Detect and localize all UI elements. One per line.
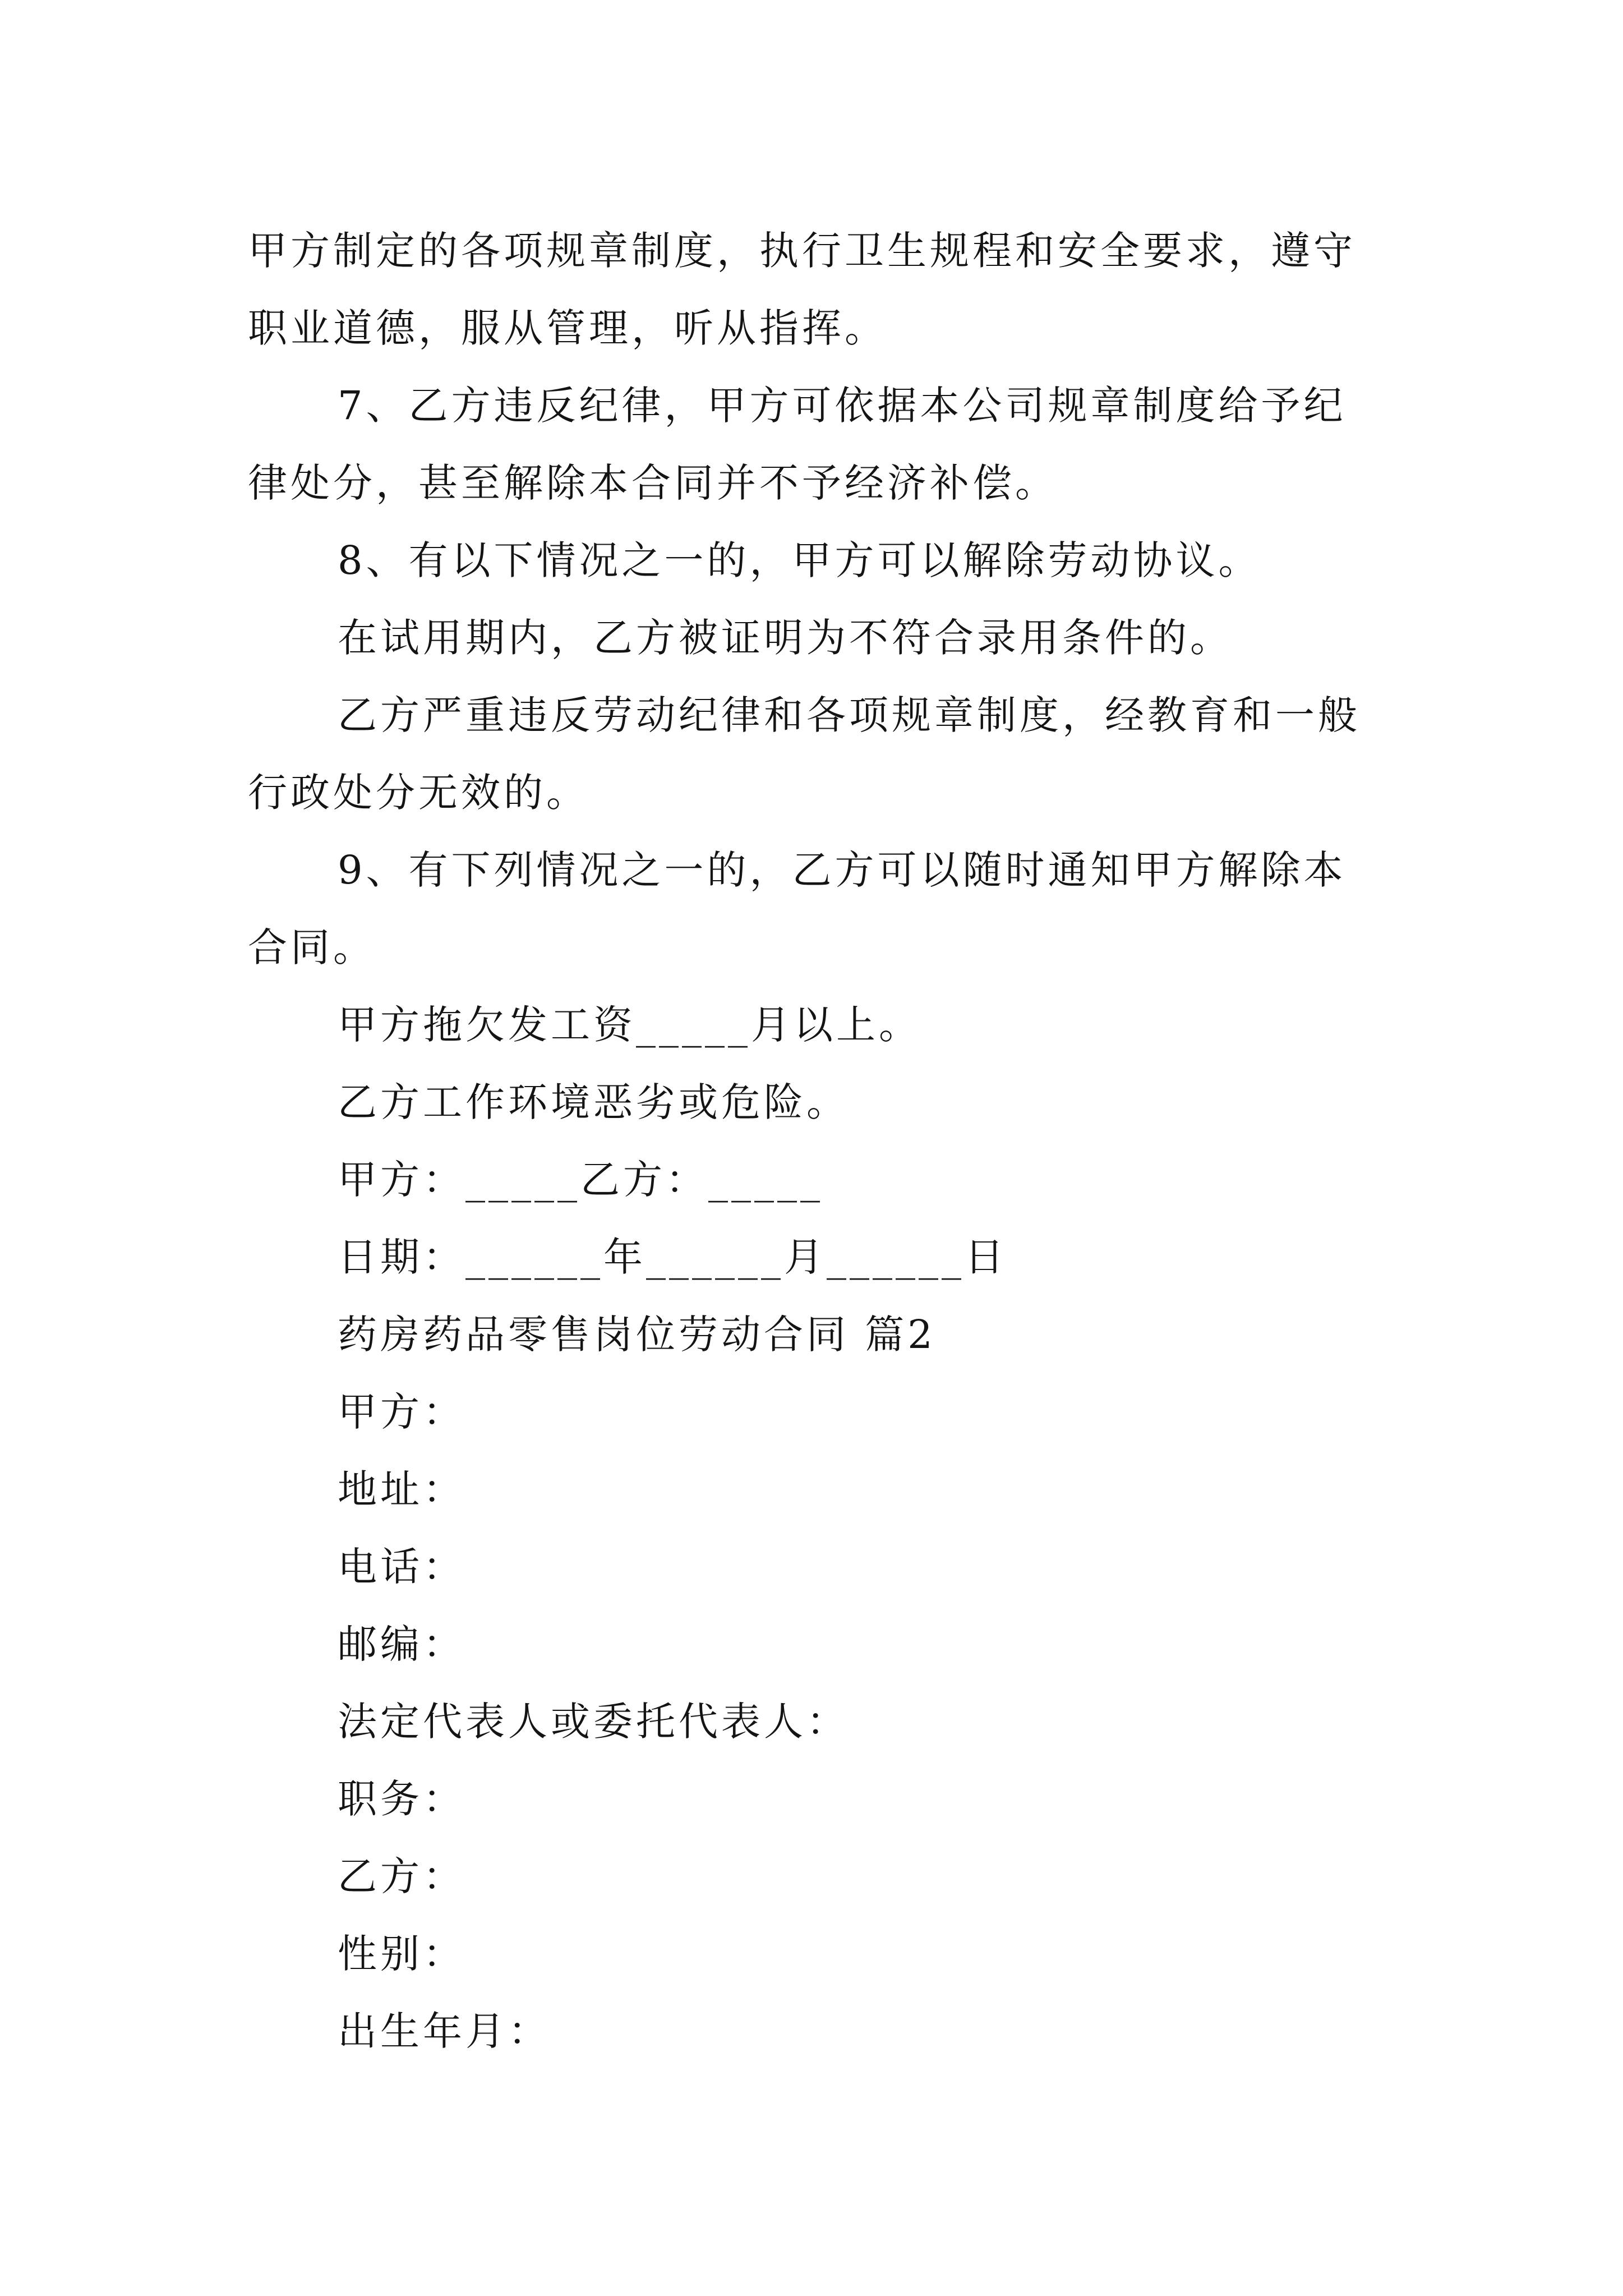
- text-line: 性别：: [338, 1931, 465, 1977]
- field-postcode: [248, 1605, 1386, 1683]
- paragraph-wage-arrears: [248, 986, 1386, 1064]
- text-line: 职业道德，服从管理，听从指挥。: [248, 305, 887, 351]
- field-phone: [248, 1528, 1386, 1605]
- text-line: 出生年月：: [338, 2008, 551, 2054]
- field-position: [248, 1760, 1386, 1838]
- field-representative: [248, 1683, 1386, 1760]
- text-line: 法定代表人或委托代表人：: [338, 1699, 849, 1745]
- section-title: [248, 1296, 1386, 1373]
- document-body: [248, 212, 1386, 2070]
- text-line: 日期：______年______月______日: [338, 1234, 1007, 1280]
- text-line-wrap: 合同。: [248, 924, 376, 970]
- field-birth-date: [248, 1993, 1386, 2070]
- field-party-b: [248, 1838, 1386, 1915]
- paragraph-clause-9: [248, 831, 1386, 986]
- text-line: 乙方：: [338, 1853, 465, 1899]
- date-line: [248, 1218, 1386, 1296]
- text-line: 地址：: [338, 1466, 465, 1512]
- text-line: 职务：: [338, 1776, 465, 1822]
- text-line-wrap: 行政处分无效的。: [248, 770, 589, 816]
- field-address: [248, 1451, 1386, 1528]
- text-line: 乙方严重违反劳动纪律和各项规章制度，经教育和一般: [338, 692, 1361, 738]
- paragraph-work-environment: [248, 1064, 1386, 1141]
- paragraph-clause-8: [248, 522, 1386, 599]
- paragraph-clause-7: [248, 367, 1386, 522]
- text-line: 邮编：: [338, 1621, 465, 1667]
- text-line: 甲方制定的各项规章制度，执行卫生规程和安全要求，遵守: [248, 228, 1356, 274]
- text-line: 电话：: [338, 1544, 465, 1590]
- paragraph-violation: [248, 677, 1386, 831]
- paragraph-probation: [248, 599, 1386, 677]
- text-line: 在试用期内，乙方被证明为不符合录用条件的。: [338, 615, 1233, 661]
- signature-line: [248, 1141, 1386, 1218]
- text-line: 甲方拖欠发工资_____月以上。: [338, 1002, 921, 1048]
- field-gender: [248, 1915, 1386, 1993]
- text-line: 8、有以下情况之一的，甲方可以解除劳动协议。: [338, 537, 1261, 583]
- text-line: 甲方：: [338, 1389, 465, 1435]
- paragraph-rules-continued: [248, 212, 1386, 367]
- text-line: 乙方工作环境恶劣或危险。: [338, 1079, 849, 1125]
- text-line: 7、乙方违反纪律，甲方可依据本公司规章制度给予纪: [338, 383, 1347, 429]
- text-line: 9、有下列情况之一的，乙方可以随时通知甲方解除本: [338, 847, 1347, 893]
- text-line: 药房药品零售岗位劳动合同 篇2: [338, 1312, 936, 1358]
- text-line-wrap: 律处分，甚至解除本合同并不予经济补偿。: [248, 460, 1058, 506]
- text-line: 甲方：_____乙方：_____: [338, 1157, 823, 1203]
- field-party-a: [248, 1373, 1386, 1451]
